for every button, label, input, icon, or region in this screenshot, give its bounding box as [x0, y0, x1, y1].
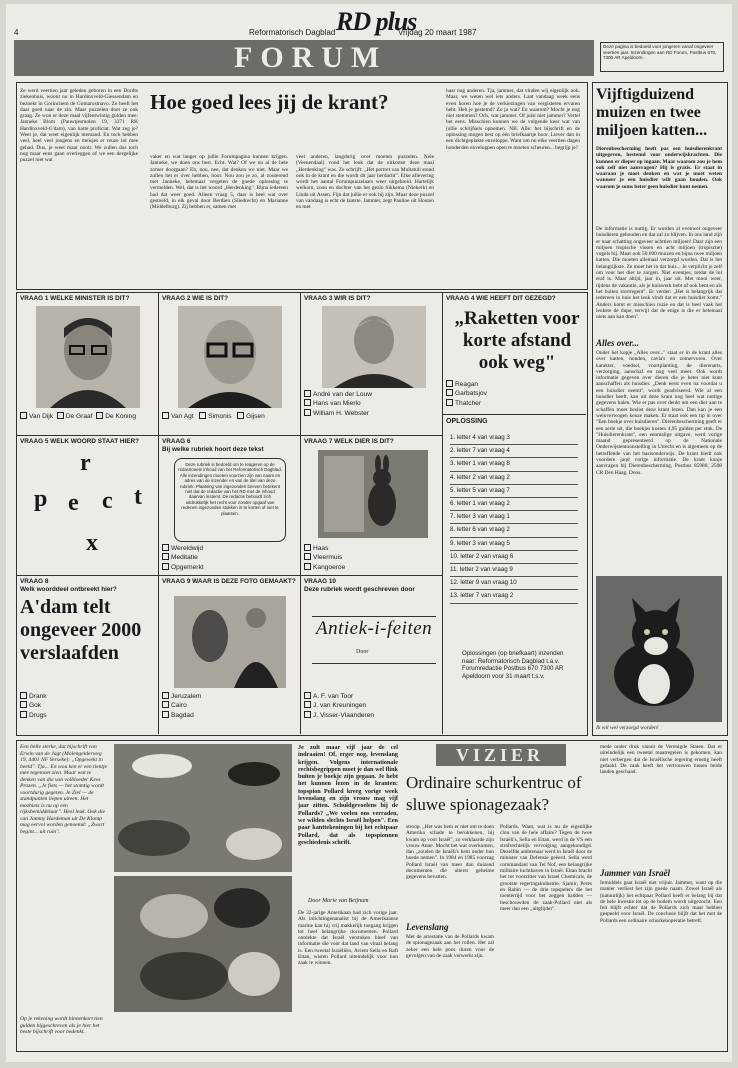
issue-date: Vrijdag 20 maart 1987: [398, 28, 477, 37]
option-checkbox[interactable]: [446, 380, 487, 389]
question-3-options: [304, 390, 372, 418]
option-checkbox[interactable]: [57, 413, 93, 420]
option-checkbox[interactable]: [20, 701, 47, 710]
forum-banner: [14, 40, 594, 76]
question-9-options: [162, 692, 201, 720]
option-checkbox[interactable]: [304, 701, 374, 710]
spy-col-4: mede onder druk vanuit de Verenigde Staten. Dat er uiteindelijk een tweetal maatregelen is gekomen, kan niet verbergen dat de Israëlische regering ernstig heeft gefaald. De zaak heeft het vertrouwen tussen beide landen geschaad.: [600, 744, 722, 776]
option-checkbox[interactable]: [162, 563, 204, 572]
spy-col-4b: Inmiddels gaat Israël niet vrijuit. Jammer, want op die manier verliest het zijn goede naam. Zowel Israël als (natuurlijk) het echtpaar Pollard heeft er belang bij dat de hele kwestie tot op de bodem wordt uitgezocht. Een feit blijft echter dat de Pollards zich maar hebben gespeeld voor Israël. De conclusie blijft dat het met de Pollards een ordinaire schurkenoperatie betreft.: [600, 880, 722, 924]
letter-c: c: [102, 488, 113, 514]
question-10-options: [304, 692, 374, 720]
question-5-label: VRAAG 5 WELK WOORD STAAT HIER?: [20, 438, 140, 445]
solution-row: 12. letter 9 van vraag 10: [450, 577, 578, 590]
paper-name: Reformatorisch Dagblad: [249, 28, 336, 37]
option-label: André van der Louw: [313, 391, 373, 398]
question-1-options: [20, 412, 136, 421]
option-label: Cairo: [171, 702, 187, 710]
spy-lead: Je zult maar vijf jaar de cel indraaien! Of, erger nog, levenslang krijgen. Volgens internationale rechtsbegrippen moet je dan wel flink buiten je boekje zijn gegaan. Je hebt het kunnen lezen in de kranten: topspion Pollard kreeg vorige week levenslang en zijn vrouw mag vijf jaar zitten. Schuldgevoelens bij de Pollards? „We voelen ons verraden, we wilden slechts Israël helpen". Een paar kanttekeningen bij het echtpaar Pollard, dat als topspionnen geschiedenis schrift.: [298, 744, 398, 846]
option-label: J. Visser-Vlaanderen: [313, 711, 375, 719]
solution-list: [450, 432, 578, 604]
option-label: De Graaf: [65, 413, 93, 420]
birds-photo-icon: [114, 744, 292, 872]
intro-text-col4: haar nog anderen. Tja, jammer, dat vinden wij eigenlijk ook. Maar, we weten wel iets anders. Laat vandaag week eens even horen hoe je de verkiezingen van vergisteren ervaren hebt. Heb je gestemd? Zo ja wat? En waarom? Mocht je nog niet stemmen? Och, wat jammer. Of juist niet jammer? Vertel het eens. Misschien kunnen we de volgende keer wat van jullie schrijfsels opnemen. NB. Alle: het bijschrift en de oplossing mogen best op één briefkaartje hoor. Liever dan in een dichtgeplakte enveloppe. Want om nu elke veertien dagen honderden enveloppen open te moeten scheuren... begrijp je?: [446, 88, 580, 151]
option-label: Jeruzalem: [171, 693, 202, 700]
mice-lead: Dierenbescherming heeft pas een huisdierenkrant uitgegeven, bestemd voor onderwijskrachten. Die kunnen er dieper op ingaan. Maar waarom zou je hem ook zelf niet aanvragen? Hij is gratis. Er staat in waaraan je moet denken en wat je moet weten wanneer je een huisdier wilt gaan houden. Ook waarom je soms beter geen huisdier kunt nemen.: [596, 146, 722, 190]
vizier-banner: [436, 744, 566, 766]
option-label: Wereldwijd: [171, 545, 204, 552]
question-10-label: VRAAG 10: [304, 578, 336, 585]
question-8-label: VRAAG 8: [20, 578, 49, 585]
page-number: 4: [14, 28, 19, 37]
solution-row: 7. letter 3 van vraag 1: [450, 511, 578, 524]
option-label: Drugs: [29, 711, 47, 719]
spy-headline: Ordinaire schurkentruc of sluwe spionagezaak?: [406, 773, 582, 814]
option-checkbox[interactable]: [199, 413, 231, 420]
question-4-quote: „Raketten voor korte afstand ook weg": [454, 308, 580, 373]
solution-row: 3. letter 1 van vraag 8: [450, 458, 578, 471]
solution-row: 6. letter 1 van vraag 2: [450, 498, 578, 511]
question-7-label: VRAAG 7 WELK DIER IS DIT?: [304, 438, 394, 445]
question-6-label: VRAAG 6: [162, 438, 191, 445]
solution-title: OPLOSSING: [446, 418, 488, 425]
option-label: De Koning: [105, 413, 136, 420]
option-label: Reagan: [455, 381, 479, 388]
rd-plus-logo: RD plus: [336, 7, 417, 36]
question-6-rubric-text: Deze rubriek is bedoeld om te reageren op de redactionele inhoud van het Reformatorisch Dagblad. Alle inzendingen moeten voorzien zijn van naam en adres van de inzender en van de titel van deze rubriek. Plaatsing van ingezonden brieven betekent niet dat de redactie van het RD met de inhoud daarvan instemt. De redactie behoudt zich uitdrukkelijk het recht voor zonder opgaaf van redenen ingezonden stukken in te korten of niet te plaatsen.: [174, 458, 286, 542]
option-checkbox[interactable]: [96, 413, 136, 420]
question-7-photo: [318, 450, 428, 538]
solution-row: 2. letter 7 van vraag 4: [450, 445, 578, 458]
option-label: Kangoeroe: [313, 563, 346, 571]
question-3-label: VRAAG 3 WIR IS DIT?: [304, 295, 371, 302]
forum-title: FORUM: [234, 41, 388, 74]
intro-text-left: Ze werd veertien jaar geleden geboren in een Dordts ziekenhuis, woont nu in Hardinxveld-Giessendam en bezoekt in Gorinchem de Gomarusmavo. Ze heeft het daar goed naar de zin. Maar puzzelen doet ze ook graag. Ze won er deze maal vijfentwintig gulden mee: Janneke Blom (Pauwtjesmolen 19, 3371 RK Hardinxveld-G'dam), van harte proficiat. Wat zeg je? Weet je, dat weet eigenlijk niemand. En toch hebben veel, heel veel jongens en meisjes er reuze lol mee gehad. Dus, je weet maar nooit. We zullen dus toch nog maar eens gaan overleggen of we een dergelijke puzzel niet wat: [20, 88, 138, 164]
cleric-portrait-icon: [178, 306, 282, 408]
letter-t: t: [134, 484, 142, 510]
option-label: Gijsen: [246, 413, 265, 420]
option-label: William H. Webster: [313, 409, 369, 417]
politician-portrait-icon: [322, 306, 426, 388]
question-8-headline: A'dam telt ongeveer 2000 verslaafden: [20, 596, 142, 664]
option-label: J. van Kreuningen: [313, 702, 367, 710]
solution-address: Oplossingen (op briefkaart) inzenden naar: Reformatorisch Dagblad t.a.v. Forumredactie Postbus 670 7300 AR Apeldoorn voor 31 maart t.s.v.: [462, 650, 564, 680]
spy-col-2b: Met de arrestatie van de Pollards kwam de spionagezaak aan het rollen. Het zal zeker een hele poos duren voor de gevolgen van de zaak verwerkt zijn.: [406, 934, 494, 959]
option-label: Meditatie: [171, 554, 198, 562]
option-label: Haas: [313, 545, 329, 552]
option-checkbox[interactable]: [446, 389, 487, 398]
spy-col-3: Pollards. Want, wat is nu de eigenlijke clou van de hele affaire? Tegen de twee Israëli's, Sella en Eitan, werd in de VS een strafrechtelijk vervolging aangekondigd. Dezelfde ambtenaar werd in Israël door de minister van Defensie geëerd. Sella werd commandant van Tel Nof, een belangrijke militaire luchthaven in Israël. Eitan bracht het tot voorzitter van Israel Chemicals, de grootste regeringsindustrie. Sjamir, Peres en Rabin — de drie topspelers die het toentertijd voor het zeggen hadden — beschouwden de zaak-Pollard niet als meer dan een „uitglijder".: [500, 824, 592, 912]
option-checkbox[interactable]: [162, 711, 201, 720]
option-checkbox[interactable]: [304, 409, 372, 418]
option-label: Garbatsjov: [455, 390, 487, 398]
option-checkbox[interactable]: [304, 692, 374, 701]
option-checkbox[interactable]: [304, 399, 372, 408]
letter-r: r: [80, 450, 91, 476]
option-label: Gok: [29, 702, 42, 710]
solution-row: 13. letter 7 van vraag 2: [450, 590, 578, 603]
question-2-label: VRAAG 2 WIE IS DIT?: [162, 295, 229, 302]
question-9-photo: [174, 596, 286, 688]
option-checkbox[interactable]: [304, 544, 345, 553]
rubric-logo: Antiek-i-feiten: [316, 618, 433, 639]
option-checkbox[interactable]: [304, 711, 374, 720]
option-checkbox[interactable]: [304, 553, 345, 562]
option-label: A. F. van Toor: [313, 693, 354, 700]
question-6-options: [162, 544, 204, 572]
spy-subhead-levenslang: Levenslang: [406, 922, 449, 932]
spy-subhead-jammer: Jammer van Israël: [600, 868, 671, 878]
solution-row: 1. letter 4 van vraag 3: [450, 432, 578, 445]
question-6-sublabel: Bij welke rubriek hoort deze tekst: [162, 446, 264, 453]
option-checkbox[interactable]: [446, 399, 487, 408]
option-label: Thatcher: [455, 399, 482, 407]
option-checkbox[interactable]: [162, 701, 201, 710]
mice-subhead: Alles over...: [596, 338, 639, 348]
solution-row: 8. letter 6 van vraag 2: [450, 524, 578, 537]
option-label: Hans van Mierlo: [313, 400, 361, 408]
question-7-options: [304, 544, 345, 572]
minister-portrait-icon: [36, 306, 140, 408]
question-3-photo: [322, 306, 426, 388]
cat-photo: [596, 576, 722, 722]
spy-col-2: stroop. „Het was hem er niet om te doen Amerika schade te berokkenen, hij kwam op voor Israël", zo verklaarde zijn vrouw Anne. Mocht het wat overkomen, dan „zouden de Israëli's hem onder hun hoede nemen". In 1984 en 1985 voorzag Pollard Israël van meer dan duizend documenten die uiterst geheime gegevens bevatten.: [406, 824, 494, 881]
letter-e: e: [68, 490, 79, 516]
option-checkbox[interactable]: [162, 544, 204, 553]
intro-text-col2: vaker en wat langer op jullie Forumpagina kunnen krijgen. Janneke, we doen ons best. Echt. Wat? Of we nu al de hele zomer doorgaan? Eh, nou, nee, dat denken we niet. Maar we zullen het er over hebben, hoor. Nou zou je zo, al zouterend met Janneke, helemaal vergeten de goede oplossing te vermelden. Wel, dat is het woord „Herdenking". Bijna iedereen had dat weer goed. Alleen vraag 5, daar is heel wat over gestoeld, in elk geval door Berdien (Sliedrecht) en Marianne (Middelburg). Zij hebben er, samen met: [150, 154, 288, 211]
letter-p: p: [34, 486, 48, 512]
cat-illustration: [596, 576, 722, 722]
question-1-photo: [36, 306, 140, 408]
animal-photo-icon: [318, 450, 428, 538]
mice-body-2: Onder het kopje „Alles over..." staat er in de krant alles over katten, honden, cavia's en zomervoren. Over karakter, voedsel, voortplanting, de dierenarts, verzorging, aanschaf en nog veel meer. Ook wordt informatie gegeven over dieren die je beter niet kunt aanschaffen als huisdier. „Denk eerst even na voordat u een huisdier neemt", wordt geadviseerd. Wie al een huisdier heeft, kan uit deze krant nog heel wat nuttige gegevens halen. Wie er pas over denkt om een dier aan te schaffen moet beslist deze krant lezen. Dan kan je een weloverwogen keuze maken. Er staat ook een tip in over "Een boekje over huisdieren". Dierenbescherming geeft er een serie uit, die boekjes kosten 4,95 gulden per stuk. De "Huisdierenkrant", een eenmalige uitgave, werd vorige maand gepresenteerd op de Nationale Onderwijstentoonstelling in Utrecht en is algemeen op de betreffende van het basisonderwijs. De krant biedt ook voordere jaqd vorige informatie. De krant kunje aanvragen bij Dierenbescherming, Postbus 85980, 2508 CR Den Haag. Doos.: [596, 350, 722, 476]
cats-photo-icon: [114, 876, 292, 1012]
cat-caption: Ik wil wel verzorgd worden!: [596, 725, 659, 731]
bottom-photo-2: [114, 876, 292, 1012]
intro-text-col3: veel anderen, langdurig over moeten puzzelen. Nele (Veenendaal) vond het leuk dat de uitkomst deze maal „Herdenking" was. Ze schrijft: „Het portret van Multatuli stond ook in de krant en die wordt dit jaar herdacht". Elke aflevering wordt het aantal Forumpuzzelaars weer uitgebreid. Hartelijk welkom, zoon en dochter van het gezin Sikkema (Niekerk) en Linda uit Assen. Fijn dat jullie er ook bij zijn. Maar deze puzzel van vandaag is echt de laatste. Jammer, zegt Pauline uit Houten en met: [296, 154, 434, 211]
question-9-label: VRAAG 9 WAAR IS DEZE FOTO GEMAAKT?: [162, 578, 296, 585]
option-checkbox[interactable]: [20, 711, 47, 720]
question-4-options: [446, 380, 487, 408]
solution-row: 11. letter 2 van vraag 9: [450, 564, 578, 577]
option-label: Opgemerkt: [171, 563, 204, 571]
question-2-options: [162, 412, 265, 421]
question-1-label: VRAAG 1 WELKE MINISTER IS DIT?: [20, 295, 130, 302]
option-checkbox[interactable]: [304, 563, 345, 572]
solution-row: 9. letter 3 van vraag 5: [450, 538, 578, 551]
photo-caption-winner: Een belle sterke, dat bijschrift van Erwin van de Jagt (Molengelderweg 19, 4401 NF Yerseke): „Opgewekt in beeld". Tja... En wou ken er een tientje mee tegemoet zien. Maar wat te denken van die van volbloeder Kees Prozen. „Je fiets — het stomtig wordt voortdurig gegeten. Je Ziel — de standpunten liepen uiteen. Het mozhiets is nu op een rijksbemiddelaar". Heel leuk. Ook die van Jammy Hardeman uit De Klomp mag eervol worden genoemd: „Zwart begint... uit ruin".: [20, 744, 108, 835]
option-label: Van Dijk: [29, 413, 54, 420]
option-checkbox[interactable]: [304, 390, 372, 399]
spy-col-1: De 32-jarige Amerikaan had zich vorige jaar. Als inlichtingenanalist bij de Amerikaanse marine kan hij vrij makkelijk toegang krijgen tot heel belangrijke documenten. Pollard ontdekte dat Israël verstoken bleef van informatie die voor dat land van vitaal belang is. Een tweetal Israëliërs, Aviem Sella en Rafi Eitan, wisten Pollard uiteindelijk voor hun zaak te winnen.: [298, 910, 398, 967]
solution-row: 4. letter 2 van vraag 2: [450, 472, 578, 485]
option-checkbox[interactable]: [162, 413, 194, 420]
mice-headline: Vijftigduizend muizen en twee miljoen katten...: [596, 86, 708, 139]
spy-byline: Door Marie van Beijnum: [308, 898, 369, 904]
forum-note: Deze pagina is bedoeld voor jongeren vanaf ongeveer veertien jaar. Inzendingen aan RD Forum, Postbus 670, 7300 AR Apeldoorn.: [600, 42, 724, 72]
option-checkbox[interactable]: [237, 413, 265, 420]
scene-photo-icon: [174, 596, 286, 688]
photo-caption-prompt: Op je rekening wordt binnenkort tien gulden bijgeschreven als je hier het beste bijschrift voor bedenkt.: [20, 1016, 103, 1035]
letter-x: x: [86, 530, 98, 556]
option-checkbox[interactable]: [162, 553, 204, 562]
option-label: Van Agt: [171, 413, 194, 420]
solution-row: 10. letter 2 van vraag 6: [450, 551, 578, 564]
rubric-byline: Door: [356, 649, 369, 655]
question-10-sublabel: Deze rubriek wordt geschreven door: [304, 586, 415, 593]
question-8-options: [20, 692, 47, 720]
mice-body: De informatie is nuttig. Er worden al evenwel ongeveer huisdieren gehouden en dat zal zo blijven. In ons land zijn er naar schatting ongeveer achttien miljoen! Daar zijn een miljoen tropische vissen en acht miljoen (tropische) vogels bij. Maar ook 50.000 muizen en bijna twee miljoen katten. Die moeten allemaal verzorgd worden. Dat is het belangrijkste. Ze moet het in dat huis... Je verplicht je zelf om voor het dier te zorgen. Niet eventjes, totdat de lol eraf is. Maar altijd, jaar in, jaar uit. Met mooi weer, tijdens de vakantie, als je huiswerk hebt of ook bent en als het buiten stortregent". Er verder: „Het is belangrijk dat iedereen in huis het leuk vindt dat er een huisdier komt." Anders komt er misschien ruzie en dat is heel vaak het leukste de dupe, terwijl dat de enige is die er helemaal niets aan kan doen".: [596, 226, 722, 321]
question-4-label: VRAAG 4 WIE HEEFT DIT GEZEGD?: [446, 295, 556, 302]
solution-row: 5. letter 5 van vraag 7: [450, 485, 578, 498]
question-8-sublabel: Welk woorddeel ontbreekt hier?: [20, 586, 117, 593]
option-label: Simonis: [208, 413, 232, 420]
question-2-photo: [178, 306, 282, 408]
option-checkbox[interactable]: [20, 692, 47, 701]
option-label: Vleermuis: [313, 554, 343, 562]
intro-headline: Hoe goed lees jij de krant?: [150, 90, 389, 114]
bottom-photo-1: [114, 744, 292, 872]
option-checkbox[interactable]: [162, 692, 201, 701]
option-label: Drank: [29, 693, 47, 700]
option-checkbox[interactable]: [20, 413, 53, 420]
vizier-title: VIZIER: [456, 745, 545, 765]
newspaper-page: [6, 4, 732, 1062]
option-label: Bagdad: [171, 711, 194, 719]
